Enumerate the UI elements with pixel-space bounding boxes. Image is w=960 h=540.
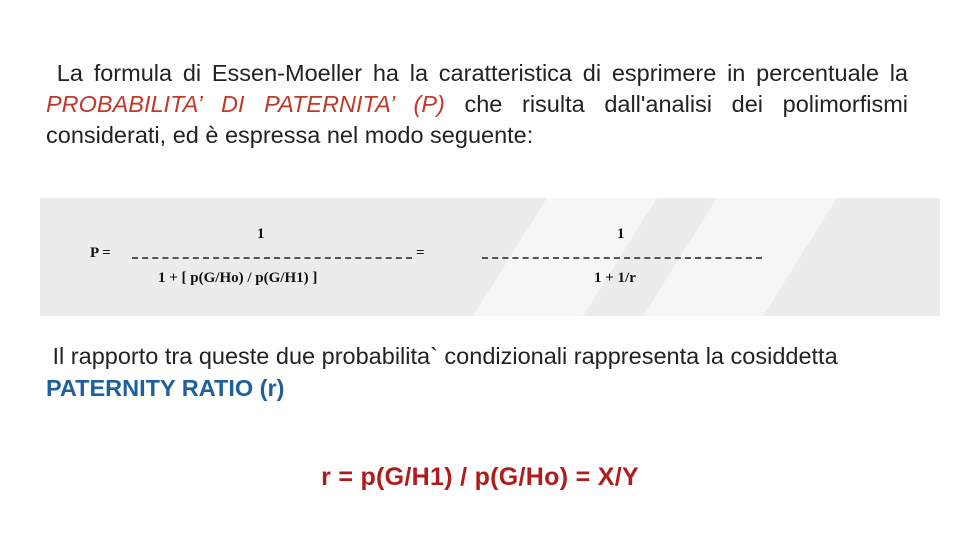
paternity-ratio-highlight: PATERNITY RATIO (r) [46,375,285,401]
paternity-ratio-paragraph [46,340,916,404]
formula-equals: = [416,245,425,261]
intro-text-part1: La formula di Essen-Moeller ha la caratteristica di esprimere in percentuale la [56,60,909,86]
intro-paragraph [46,58,908,151]
paternity-ratio-formula: r = p(G/H1) / p(G/Ho) = X/Y [321,463,639,491]
para2-text: Il rapporto tra queste due probabilita` condizionali rappresenta la cosiddetta [52,343,838,369]
fraction-line-2 [482,257,762,259]
formula-lhs: P = [90,245,111,261]
formula-numerator-1: 1 [257,226,265,242]
essen-moeller-formula-image [40,198,940,316]
formula-denominator-2: 1 + 1/r [594,270,636,286]
fraction-line-1 [132,257,412,259]
intro-text-part2: che risulta dall'analisi dei polimorfismi considerati, ed è espressa nel modo seguente: [46,91,908,148]
formula-numerator-2: 1 [617,226,625,242]
formula-denominator-1: 1 + [ p(G/Ho) / p(G/H1) ] [158,270,318,286]
paternity-probability-highlight: PROBABILITA’ DI PATERNITA’ (P) [46,91,445,117]
